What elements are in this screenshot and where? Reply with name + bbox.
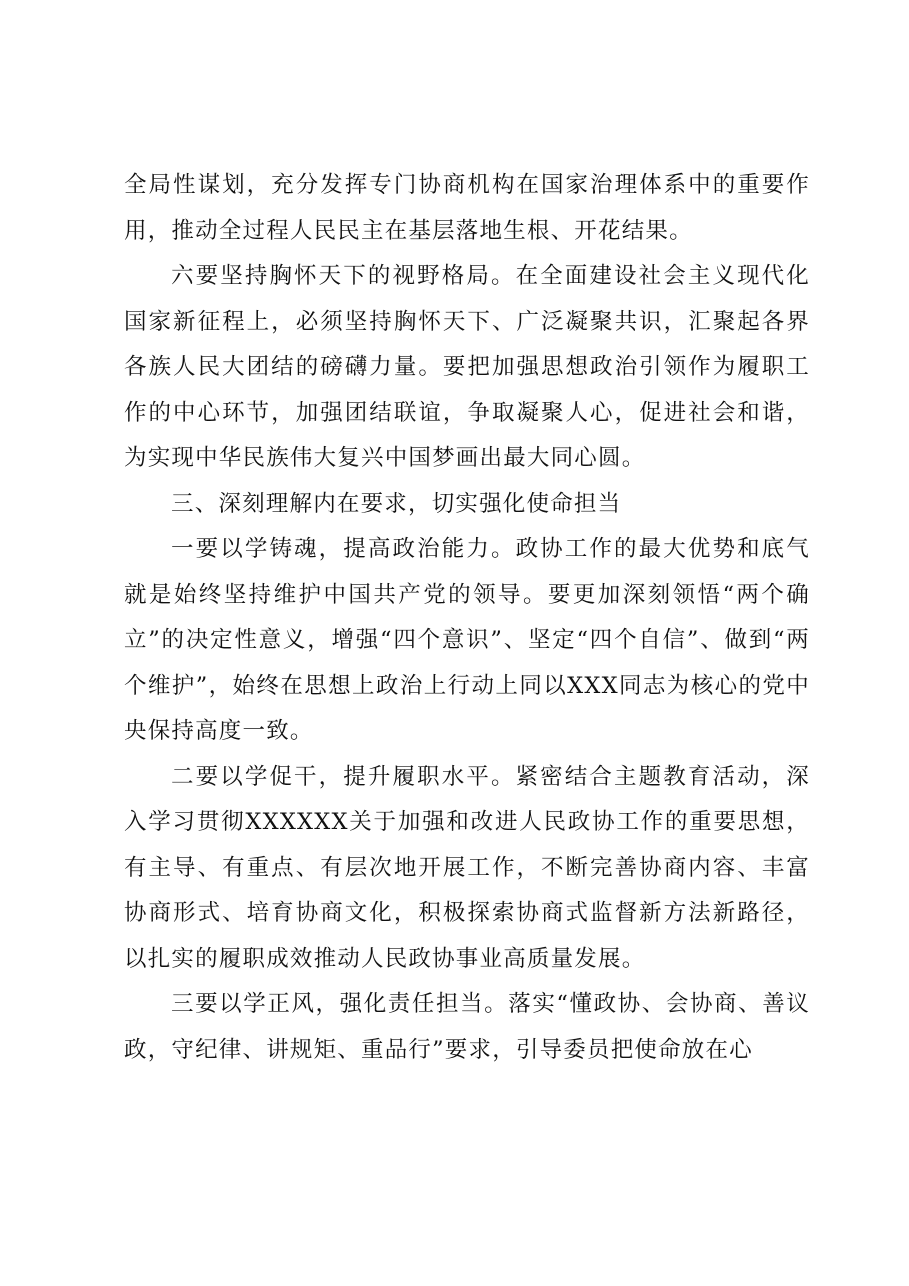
paragraph-requirement-three: 三要以学正风，强化责任担当。落实“懂政协、会协商、善议政，守纪律、讲规矩、重品行”要求，引导委员把使命放在心 — [124, 991, 810, 1063]
paragraph-requirement-two: 二要以学促干，提升履职水平。紧密结合主题教育活动，深入学习贯彻XXXXXX关于加强和改进人民政协工作的重要思想，有主导、有重点、有层次地开展工作，不断完善协商内容、丰富协商形式、培育协商文化，积极探索协商式监督新方法新路径，以扎实的履职成效推动人民政协事业高质量发展。 — [124, 763, 810, 972]
section-heading-three: 三、深刻理解内在要求，切实强化使命担当 — [171, 490, 622, 517]
paragraph-point-six: 六要坚持胸怀天下的视野格局。在全面建设社会主义现代化国家新征程上，必须坚持胸怀天下、广泛凝聚共识，汇聚起各界各族人民大团结的磅礴力量。要把加强思想政治引领作为履职工作的中心环节，加强团结联谊，争取凝聚人心，促进社会和谐，为实现中华民族伟大复兴中国梦画出最大同心圆。 — [124, 263, 810, 471]
paragraph-requirement-one: 一要以学铸魂，提高政治能力。政协工作的最大优势和底气就是始终坚持维护中国共产党的领导。要更加深刻领悟“两个确立”的决定性意义，增强“四个意识”、坚定“四个自信”、做到“两个维护”，始终在思想上政治上行动上同以XXX同志为核心的党中央保持高度一致。 — [124, 536, 810, 744]
document-body — [124, 163, 810, 1073]
paragraph-continuation: 全局性谋划，充分发挥专门协商机构在国家治理体系中的重要作用，推动全过程人民民主在基层落地生根、开花结果。 — [124, 172, 810, 244]
